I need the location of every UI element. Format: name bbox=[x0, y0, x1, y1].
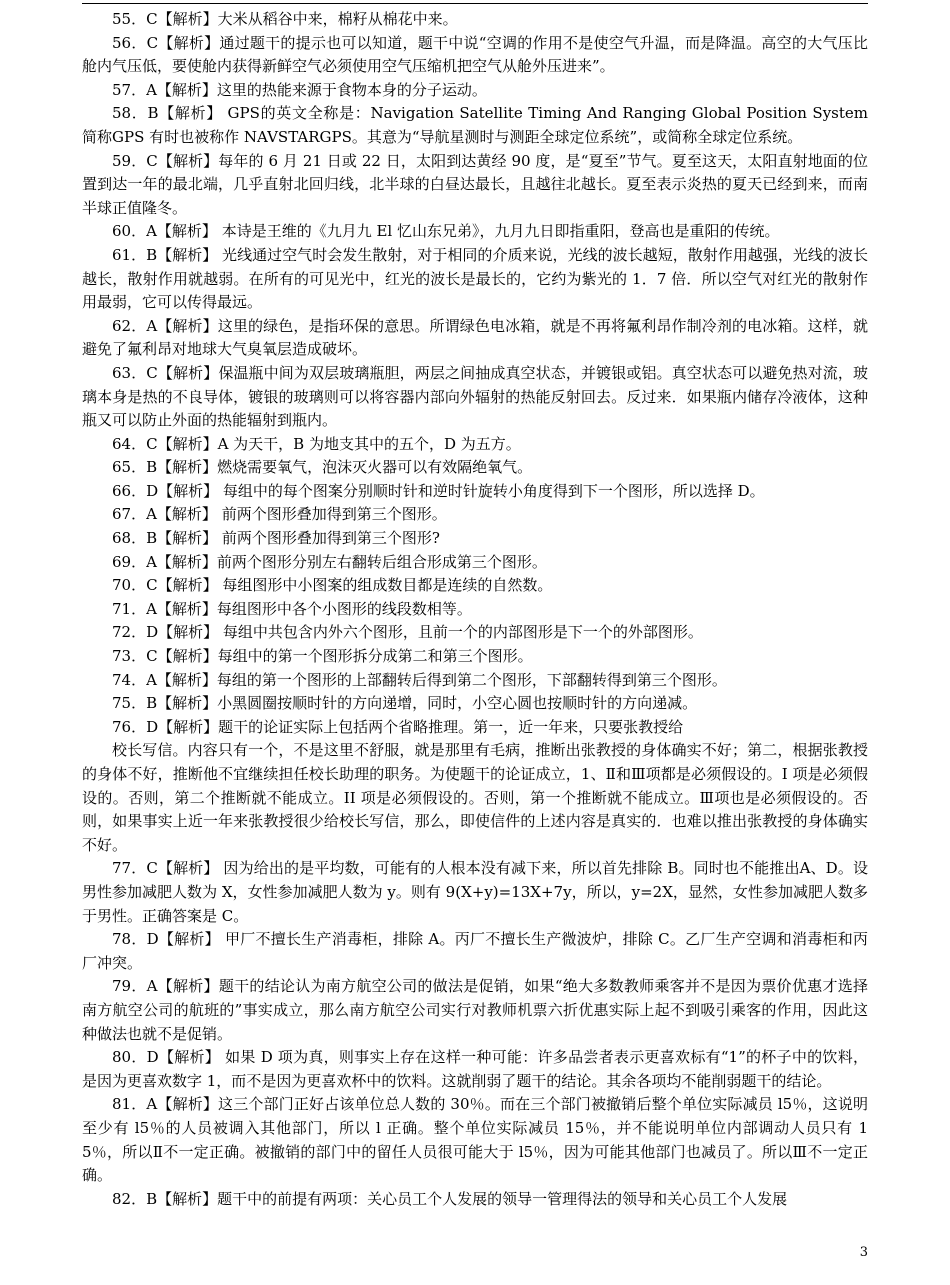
paragraph-q63: 63．C【解析】保温瓶中间为双层玻璃瓶胆，两层之间抽成真空状态，并镀银或铝。真空状态可以避免热对流，玻璃本身是热的不良导体，镀银的玻璃则可以将容器内部向外辐射的热能反射回去。反过来．如果瓶内储存冷液体，这种瓶又可以防止外面的热能辐射到瓶内。 bbox=[82, 363, 868, 430]
paragraph-q74: 74．A【解析】每组的第一个图形的上部翻转后得到第二个图形，下部翻转得到第三个图形。 bbox=[112, 670, 727, 689]
paragraph-q73: 73．C【解析】每组中的第一个图形拆分成第二和第三个图形。 bbox=[112, 647, 533, 666]
paragraph-q75: 75．B【解析】小黑圆圈按顺时针的方向递增，同时，小空心圆也按顺时针的方向递减。 bbox=[112, 694, 698, 713]
paragraph-q68: 68．B【解析】 前两个图形叠加得到第三个图形? bbox=[112, 529, 440, 548]
paragraph-q80: 80．D【解析】 如果 D 项为真，则事实上存在这样一种可能：许多品尝者表示更喜欢标有“1”的杯子中的饮料，是因为更喜欢数字 1，而不是因为更喜欢杯中的饮料。这就削弱了题干的结论。其余各项均不能削弱题干的结论。 bbox=[82, 1048, 868, 1090]
paragraph-q59: 59．C【解析】每年的 6 月 21 日或 22 日，太阳到达黄经 90 度，是“夏至”节气。夏至这天，太阳直射地面的位置到达一年的最北端，几乎直射北回归线，北半球的白昼达最长，且越往北越长。夏至表示炎热的夏天已经到来，而南半球正值隆冬。 bbox=[82, 151, 868, 217]
paragraph-q64: 64．C【解析】A 为天干，B 为地支其中的五个，D 为五方。 bbox=[112, 434, 521, 453]
paragraph-q55: 55．C【解析】大米从稻谷中来，棉籽从棉花中来。 bbox=[112, 10, 458, 28]
paragraph-q79: 79．A【解析】题干的结论认为南方航空公司的做法是促销，如果“绝大多数教师乘客并不是因为票价优惠才选择南方航空公司的航班的”事实成立，那么南方航空公司实行对教师机票六折优惠实际上起不到吸引乘客的作用，因此这种做法也就不是促销。 bbox=[82, 977, 868, 1043]
paragraph-q56: 56．C【解析】通过题干的提示也可以知道，题干中说“空调的作用不是使空气升温，而是降温。高空的大气压比舱内气压低，要使舱内获得新鲜空气必须使用空气压缩机把空气从舱外压进来”。 bbox=[82, 33, 868, 76]
paragraph-q62: 62．A【解析】这里的绿色，是指环保的意思。所谓绿色电冰箱，就是不再将氟利昂作制冷剂的电冰箱。这样，就避免了氟利昂对地球大气臭氧层造成破坏。 bbox=[82, 316, 868, 359]
paragraph-q82: 82．B【解析】题干中的前提有两项：关心员工个人发展的领导一管理得法的领导和关心员工个人发展 bbox=[112, 1189, 788, 1208]
paragraph-q69: 69．A【解析】前两个图形分别左右翻转后组合形成第三个图形。 bbox=[112, 552, 547, 571]
paragraph-q81: 81．A【解析】这三个部门正好占该单位总人数的 30％。而在三个部门被撤销后整个单位实际减员 l5％，这说明至少有 l5％的人员被调入其他部门，所以 l 正确。整个单位实际减员 15％，并不能说明单位内部调动人员只有 15％，所以Ⅱ不一定正确。被撤销的部门中的留任人员很可能大于 l5％，因为可能其他部门也减员了。所以Ⅲ不一定正确。 bbox=[82, 1095, 868, 1185]
paragraph-q61: 61．B【解析】 光线通过空气时会发生散射，对于相同的介质来说，光线的波长越短，散射作用越强，光线的波长越长，散射作用就越弱。在所有的可见光中，红光的波长是最长的，它约为紫光的 1．7 倍．所以空气对红光的散射作用最弱，它可以传得最远。 bbox=[82, 245, 868, 312]
header-rule bbox=[82, 3, 868, 4]
paragraph-q58: 58．B【解析】 GPS的英文全称是：Navigation Satellite Timing And Ranging Global Position System 简称GPS 有时也被称作 NAVSTARGPS。其意为“导航星测时与测距全球定位系统”，或简称全球定位系统。 bbox=[82, 104, 868, 146]
paragraph-q77: 77．C【解析】 因为给出的是平均数，可能有的人根本没有减下来，所以首先排除 B。同时也不能推出A、D。设男性参加减肥人数为 X，女性参加减肥人数为 y。则有 9(X+y)=13X+7y，所以，y=2X，显然，女性参加减肥人数多于男性。正确答案是 C。 bbox=[82, 859, 868, 925]
paragraph-q72: 72．D【解析】 每组中共包含内外六个图形，且前一个的内部图形是下一个的外部图形。 bbox=[112, 623, 703, 642]
paragraph-q57: 57．A【解析】这里的热能来源于食物本身的分子运动。 bbox=[112, 80, 487, 99]
paragraph-q76-continued: 校长写信。内容只有一个，不是这里不舒服，就是那里有毛病，推断出张教授的身体确实不好；第二，根据张教授的身体不好，推断他不宜继续担任校长助理的职务。为使题干的论证成立，1、Ⅱ和Ⅲ项都是必须假设的。I 项是必须假设的。否则，第二个推断就不能成立。II 项是必须假设的。否则，第一个推断就不能成立。Ⅲ项也是必须假设的。否则，如果事实上近一年来张教授很少给校长写信，那么，即使信件的上述内容是真实的．也难以推出张教授的身体确实不好。 bbox=[82, 741, 868, 854]
paragraph-q78: 78．D【解析】 甲厂不擅长生产消毒柜，排除 A。丙厂不擅长生产微波炉，排除 C。乙厂生产空调和消毒柜和丙厂冲突。 bbox=[82, 930, 868, 972]
paragraph-q70: 70．C【解析】 每组图形中小图案的组成数目都是连续的自然数。 bbox=[112, 576, 553, 595]
paragraph-q66: 66．D【解析】 每组中的每个图案分别顺时针和逆时针旋转小角度得到下一个图形，所以选择 D。 bbox=[112, 481, 765, 500]
paragraph-q67: 67．A【解析】 前两个图形叠加得到第三个图形。 bbox=[112, 505, 447, 524]
answer-explanations bbox=[82, 8, 868, 1211]
paragraph-q76: 76．D【解析】题干的论证实际上包括两个省略推理。第一，近一年来，只要张教授给 bbox=[112, 717, 684, 736]
paragraph-q60: 60．A【解析】 本诗是王维的《九月九 El 忆山东兄弟》，九月九日即指重阳，登高也是重阳的传统。 bbox=[112, 222, 780, 241]
paragraph-q65: 65．B【解析】燃烧需要氧气，泡沫灭火器可以有效隔绝氧气。 bbox=[112, 458, 533, 477]
page-number: 3 bbox=[859, 1245, 868, 1260]
paragraph-q71: 71．A【解析】每组图形中各个小图形的线段数相等。 bbox=[112, 599, 472, 618]
